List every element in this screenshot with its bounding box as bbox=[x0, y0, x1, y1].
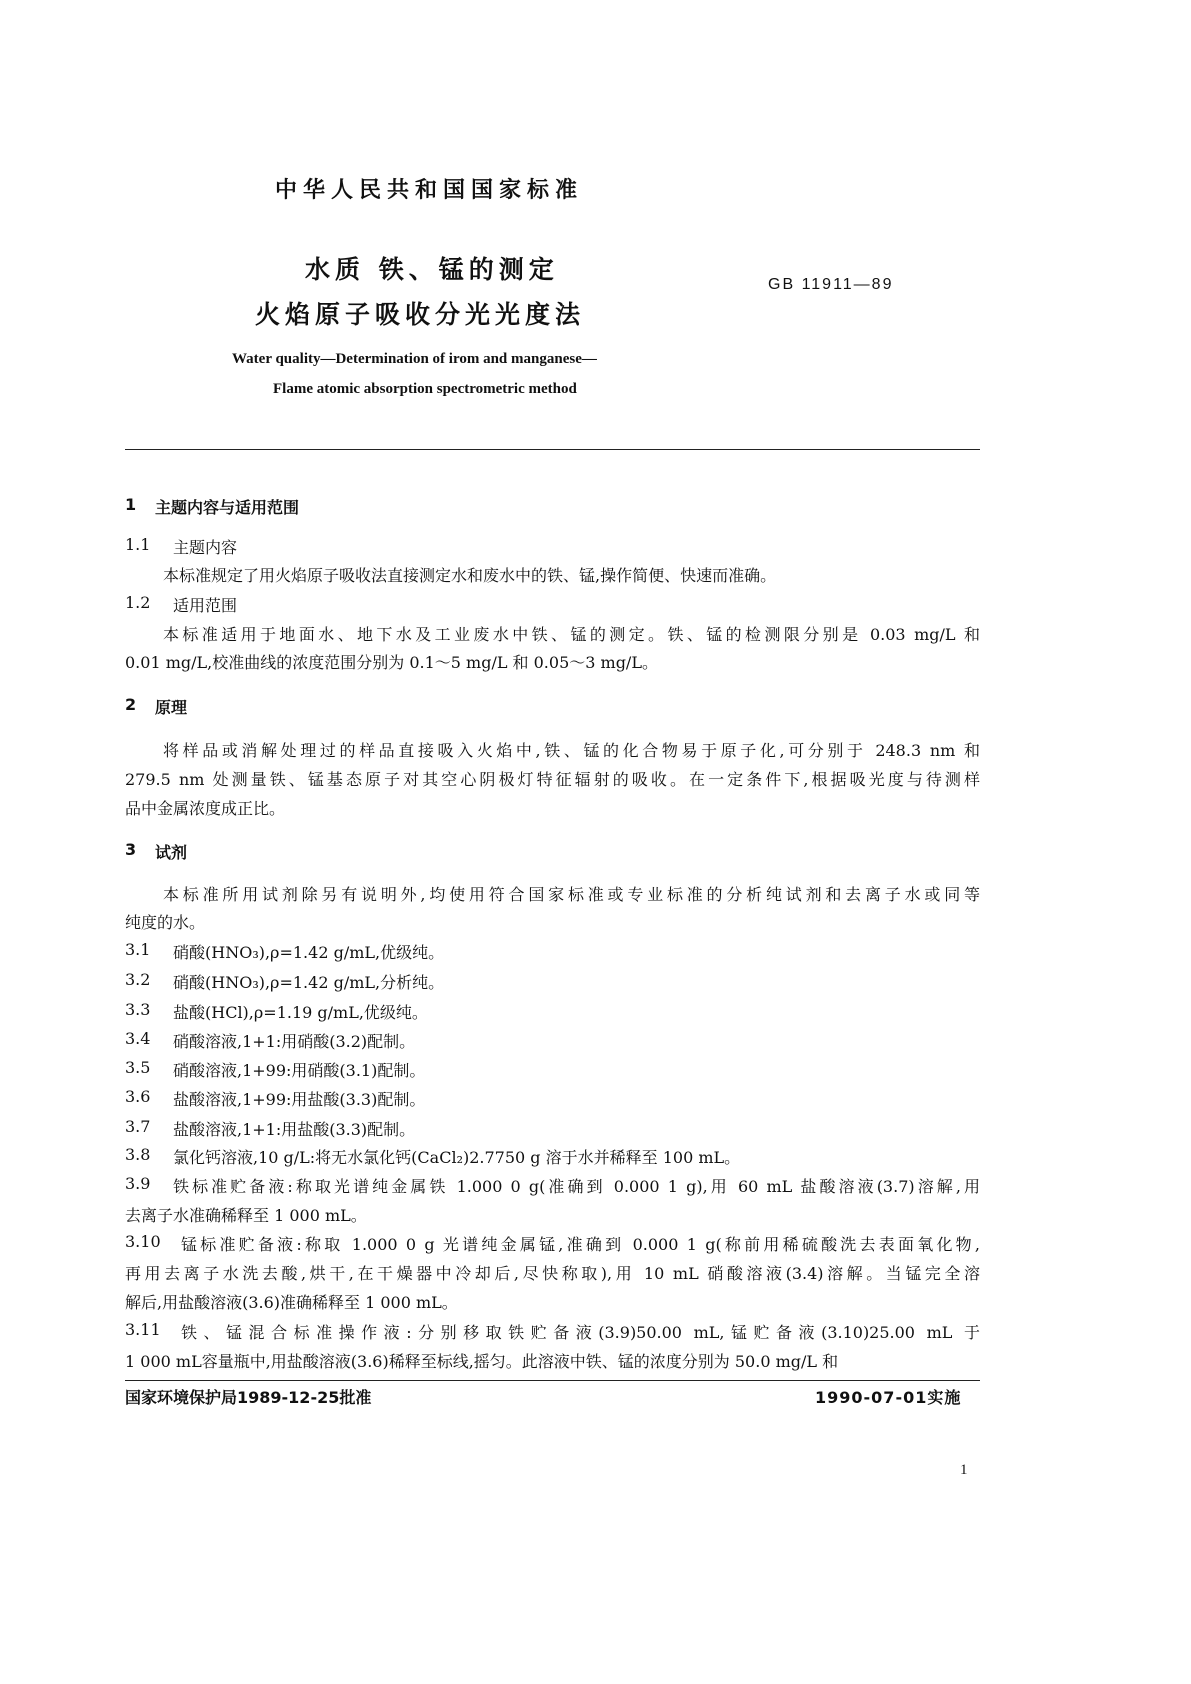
reagent-item-text: 硝酸溶液,1+99:用硝酸(3.1)配制。 bbox=[173, 1061, 426, 1080]
title-line-1: 水质 铁、锰的测定 bbox=[305, 255, 559, 284]
reagent-item-text: 解后,用盐酸溶液(3.6)准确稀释至 1 000 mL。 bbox=[125, 1293, 458, 1312]
footer-divider bbox=[125, 1380, 980, 1381]
reagent-item-number: 3.2 bbox=[125, 970, 151, 989]
section-1-2-text-2: 0.01 mg/L,校准曲线的浓度范围分别为 0.1～5 mg/L 和 0.05～3 mg/L。 bbox=[125, 653, 658, 672]
reagent-item-text: 盐酸(HCl),ρ=1.19 g/mL,优级纯。 bbox=[173, 1003, 428, 1022]
reagent-item-number: 3.1 bbox=[125, 940, 151, 959]
section-2-number: 2 bbox=[125, 695, 137, 714]
reagent-item-text: 氯化钙溶液,10 g/L:将无水氯化钙(CaCl₂)2.7750 g 溶于水并稀释至 100 mL。 bbox=[173, 1148, 741, 1167]
country-standard-heading: 中华人民共和国国家标准 bbox=[275, 178, 584, 203]
approval-date: 国家环境保护局1989-12-25批准 bbox=[125, 1388, 372, 1407]
section-3-text-1: 本标准所用试剂除另有说明外,均使用符合国家标准或专业标准的分析纯试剂和去离子水或同等 bbox=[163, 885, 980, 904]
title-line-2: 火焰原子吸收分光光度法 bbox=[255, 300, 586, 329]
section-3-title: 试剂 bbox=[155, 843, 188, 862]
section-1-2-text-1: 本标准适用于地面水、地下水及工业废水中铁、锰的测定。铁、锰的检测限分别是 0.03 mg/L 和 bbox=[163, 625, 980, 644]
section-2-text-2: 279.5 nm 处测量铁、锰基态原子对其空心阴极灯特征辐射的吸收。在一定条件下,根据吸光度与待测样 bbox=[125, 770, 980, 789]
section-2-text-1: 将样品或消解处理过的样品直接吸入火焰中,铁、锰的化合物易于原子化,可分别于 248.3 nm 和 bbox=[163, 741, 980, 760]
header-divider bbox=[125, 449, 980, 450]
section-1-number: 1 bbox=[125, 495, 137, 514]
page-number: 1 bbox=[960, 1462, 968, 1478]
section-3-number: 3 bbox=[125, 840, 137, 859]
section-1-title: 主题内容与适用范围 bbox=[155, 498, 300, 517]
reagent-item-text: 去离子水准确稀释至 1 000 mL。 bbox=[125, 1206, 367, 1225]
section-1-1-text: 本标准规定了用火焰原子吸收法直接测定水和废水中的铁、锰,操作简便、快速而准确。 bbox=[163, 566, 777, 585]
reagent-item-text: 锰标准贮备液:称取 1.000 0 g 光谱纯金属锰,准确到 0.000 1 g(称前用稀硫酸洗去表面氧化物, bbox=[181, 1235, 980, 1254]
effective-date: 1990-07-01实施 bbox=[815, 1388, 962, 1407]
reagent-item-text: 硝酸(HNO₃),ρ=1.42 g/mL,优级纯。 bbox=[173, 943, 445, 962]
reagent-item-number: 3.5 bbox=[125, 1058, 151, 1077]
reagent-item-number: 3.7 bbox=[125, 1117, 151, 1136]
section-1-1-title: 主题内容 bbox=[173, 538, 238, 557]
reagent-item-number: 3.3 bbox=[125, 1000, 151, 1019]
reagent-item-text: 1 000 mL容量瓶中,用盐酸溶液(3.6)稀释至标线,摇匀。此溶液中铁、锰的浓度分别为 50.0 mg/L 和 bbox=[125, 1352, 839, 1371]
reagent-item-number: 3.11 bbox=[125, 1320, 161, 1339]
reagent-item-text: 硝酸溶液,1+1:用硝酸(3.2)配制。 bbox=[173, 1032, 416, 1051]
section-1-2-number: 1.2 bbox=[125, 593, 151, 612]
section-3-text-2: 纯度的水。 bbox=[125, 913, 206, 932]
english-title-2: Flame atomic absorption spectrometric method bbox=[273, 381, 577, 397]
reagent-item-text: 铁标准贮备液:称取光谱纯金属铁 1.000 0 g(准确到 0.000 1 g),用 60 mL 盐酸溶液(3.7)溶解,用 bbox=[173, 1177, 980, 1196]
reagent-item-text: 铁、锰混合标准操作液:分别移取铁贮备液(3.9)50.00 mL,锰贮备液(3.10)25.00 mL 于 bbox=[181, 1323, 980, 1342]
reagent-item-text: 硝酸(HNO₃),ρ=1.42 g/mL,分析纯。 bbox=[173, 973, 445, 992]
reagent-item-number: 3.4 bbox=[125, 1029, 151, 1048]
reagent-item-text: 再用去离子水洗去酸,烘干,在干燥器中冷却后,尽快称取),用 10 mL 硝酸溶液(3.4)溶解。当锰完全溶 bbox=[125, 1264, 980, 1283]
reagent-item-number: 3.6 bbox=[125, 1087, 151, 1106]
section-2-title: 原理 bbox=[155, 698, 188, 717]
reagent-item-number: 3.10 bbox=[125, 1232, 161, 1251]
section-2-text-3: 品中金属浓度成正比。 bbox=[125, 799, 286, 818]
reagent-item-number: 3.9 bbox=[125, 1174, 151, 1193]
english-title-1: Water quality—Determination of irom and manganese— bbox=[232, 351, 597, 367]
reagent-item-text: 盐酸溶液,1+1:用盐酸(3.3)配制。 bbox=[173, 1120, 416, 1139]
reagent-item-text: 盐酸溶液,1+99:用盐酸(3.3)配制。 bbox=[173, 1090, 426, 1109]
section-1-1-number: 1.1 bbox=[125, 535, 151, 554]
reagent-item-number: 3.8 bbox=[125, 1145, 151, 1164]
standard-number: GB 11911—89 bbox=[768, 276, 894, 293]
section-1-2-title: 适用范围 bbox=[173, 596, 238, 615]
